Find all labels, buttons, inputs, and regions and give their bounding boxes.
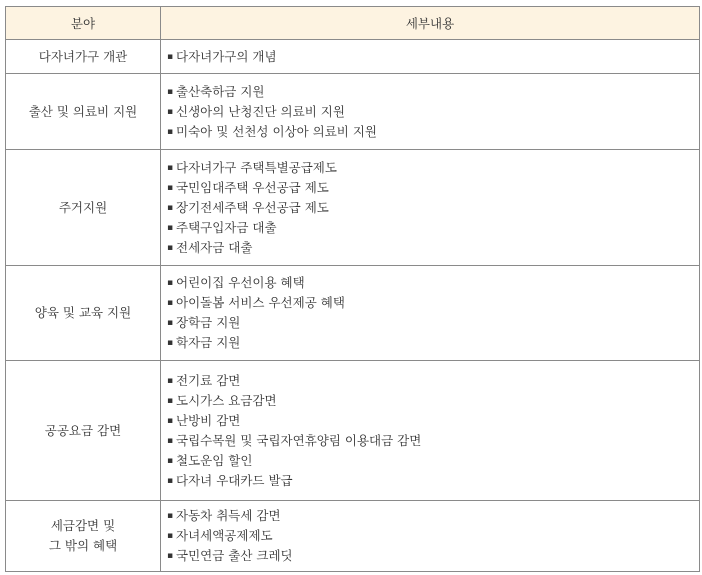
list-item: ▪ 난방비 감면 — [167, 411, 699, 431]
list-item: ▪ 출산축하금 지원 — [167, 82, 699, 102]
table-row — [6, 361, 700, 501]
category-label: 그 밖의 혜택 — [48, 538, 118, 553]
list-item: ▪ 주택구입자금 대출 — [167, 218, 699, 238]
list-item: ▪ 전세자금 대출 — [167, 238, 699, 258]
category-cell — [6, 150, 161, 266]
bullet-icon: ▪ — [167, 182, 174, 193]
category-cell — [6, 361, 161, 501]
details-cell — [161, 150, 700, 266]
category-cell — [6, 266, 161, 361]
bullet-icon: ▪ — [167, 51, 174, 62]
details-cell — [161, 40, 700, 74]
bullet-icon: ▪ — [167, 511, 174, 521]
bullet-icon: ▪ — [167, 242, 174, 253]
category-cell — [6, 74, 161, 150]
bullet-icon: ▪ — [167, 338, 174, 348]
bullet-icon: ▪ — [167, 551, 174, 561]
bullet-icon: ▪ — [167, 395, 174, 406]
bullet-icon: ▪ — [167, 455, 174, 466]
bullet-icon: ▪ — [167, 435, 174, 446]
details-cell — [161, 266, 700, 361]
table-row — [6, 74, 700, 150]
category-cell — [6, 501, 161, 572]
bullet-icon: ▪ — [167, 278, 174, 288]
bullet-icon: ▪ — [167, 126, 174, 137]
table-row — [6, 501, 700, 572]
details-cell — [161, 361, 700, 501]
list-item: ▪ 자동차 취득세 감면 — [167, 506, 699, 526]
bullet-icon: ▪ — [167, 415, 174, 426]
table-row — [6, 40, 700, 74]
list-item: ▪ 장기전세주택 우선공급 제도 — [167, 198, 699, 218]
table-row — [6, 266, 700, 361]
list-item: ▪ 장학금 지원 — [167, 313, 699, 333]
list-item: ▪ 학자금 지원 — [167, 333, 699, 353]
bullet-icon: ▪ — [167, 162, 174, 173]
category-label: 주거지원 — [58, 199, 108, 215]
list-item: ▪ 국립수목원 및 국립자연휴양림 이용대금 감면 — [167, 431, 699, 451]
bullet-icon: ▪ — [167, 375, 174, 386]
benefits-table — [5, 6, 700, 572]
category-label: 다자녀가구 개관 — [38, 48, 128, 64]
header-details: 세부내용 — [161, 7, 700, 40]
list-item: ▪ 국민연금 출산 크레딧 — [167, 546, 699, 566]
list-item: ▪ 다자녀가구 주택특별공급제도 — [167, 158, 699, 178]
category-label: 출산 및 의료비 지원 — [28, 103, 138, 119]
bullet-icon: ▪ — [167, 222, 174, 233]
category-label: 세금감면 및 — [50, 518, 116, 533]
list-item: ▪ 전기료 감면 — [167, 371, 699, 391]
header-category: 분야 — [6, 7, 161, 40]
details-cell — [161, 74, 700, 150]
category-label: 공공요금 감면 — [44, 422, 122, 438]
list-item: ▪ 다자녀가구의 개념 — [167, 47, 699, 67]
bullet-icon: ▪ — [167, 531, 174, 541]
bullet-icon: ▪ — [167, 86, 174, 97]
bullet-icon: ▪ — [167, 318, 174, 328]
list-item: ▪ 신생아의 난청진단 의료비 지원 — [167, 102, 699, 122]
list-item: ▪ 미숙아 및 선천성 이상아 의료비 지원 — [167, 122, 699, 142]
list-item: ▪ 국민임대주택 우선공급 제도 — [167, 178, 699, 198]
list-item: ▪ 철도운임 할인 — [167, 451, 699, 471]
bullet-icon: ▪ — [167, 106, 174, 117]
bullet-icon: ▪ — [167, 298, 174, 308]
bullet-icon: ▪ — [167, 202, 174, 213]
details-cell — [161, 501, 700, 572]
list-item: ▪ 도시가스 요금감면 — [167, 391, 699, 411]
list-item: ▪ 어린이집 우선이용 혜택 — [167, 273, 699, 293]
list-item: ▪ 아이돌봄 서비스 우선제공 혜택 — [167, 293, 699, 313]
header-row — [6, 7, 700, 40]
bullet-icon: ▪ — [167, 475, 174, 486]
category-cell — [6, 40, 161, 74]
list-item: ▪ 자녀세액공제제도 — [167, 526, 699, 546]
category-label: 양육 및 교육 지원 — [34, 305, 132, 320]
list-item: ▪ 다자녀 우대카드 발급 — [167, 471, 699, 491]
table-row — [6, 150, 700, 266]
